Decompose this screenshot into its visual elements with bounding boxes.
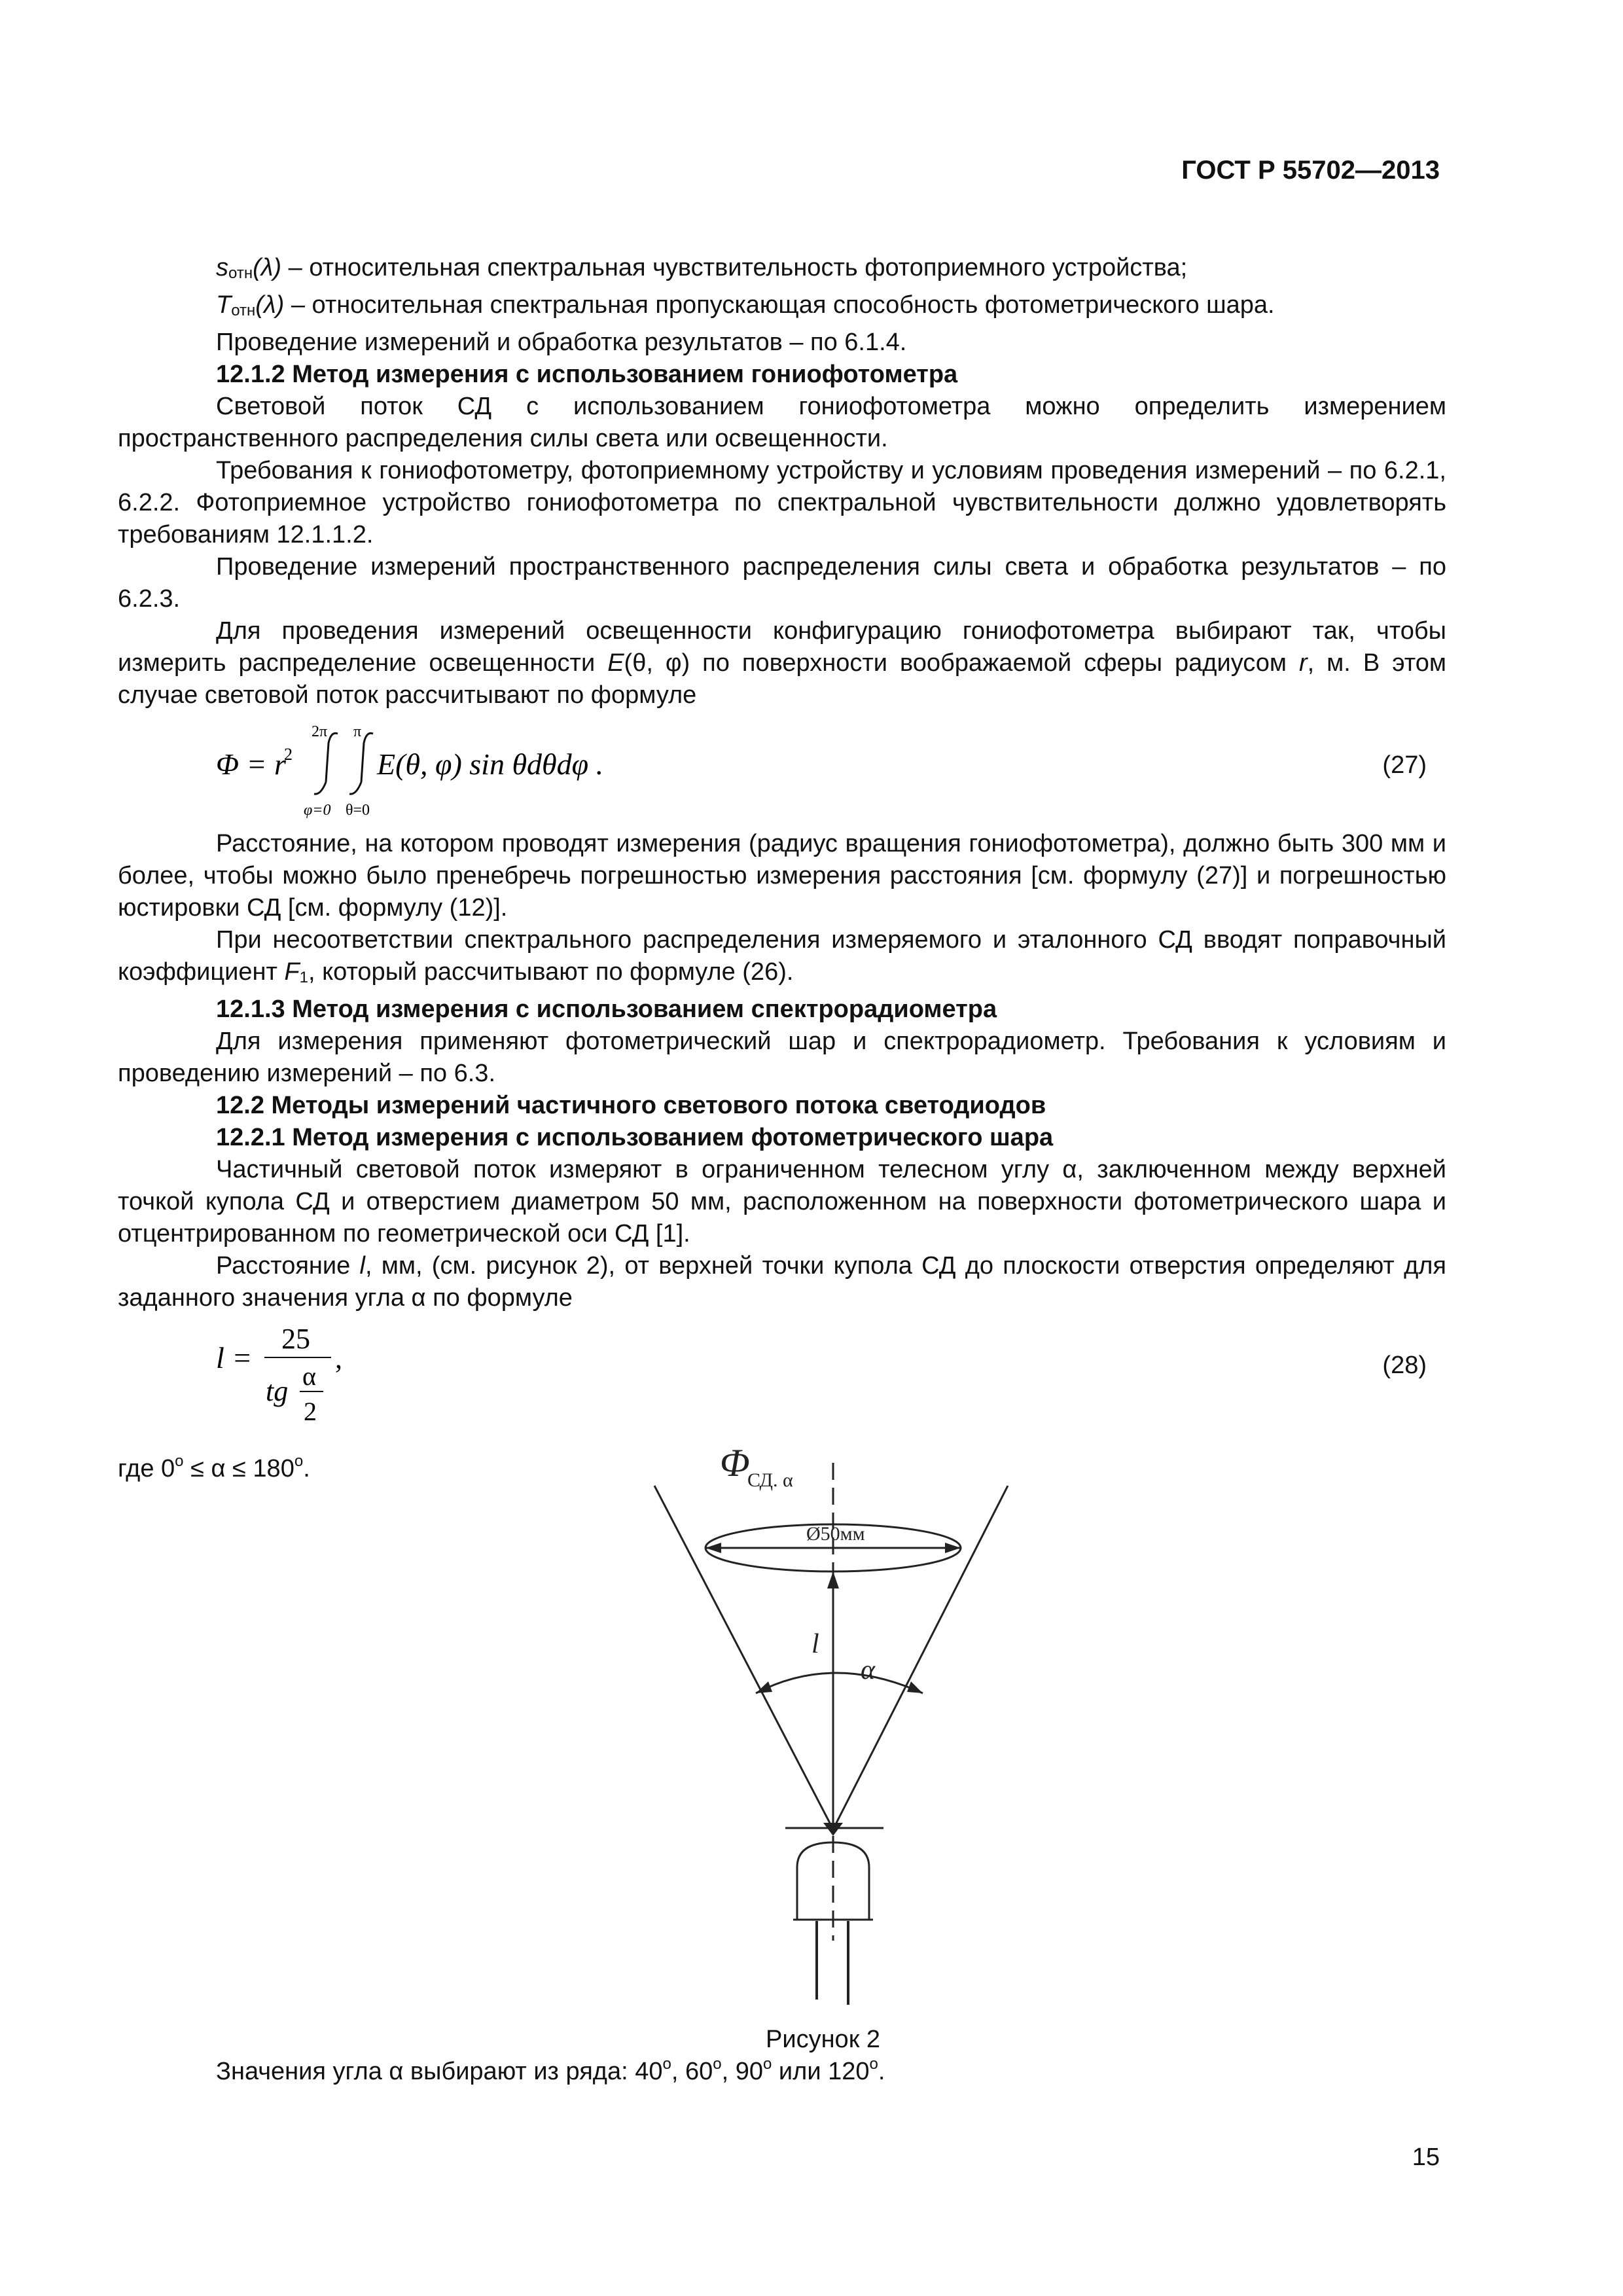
formula-28-lhs: l = [216,1341,253,1374]
angle-arrow-right [907,1681,923,1693]
distance-arrow-head [827,1571,839,1588]
formula-27-lower-1: φ=0 [304,802,331,819]
paragraph-6: Расстояние, на котором проводят измерения (радиус вращения гониофотометра), должно быть 300 мм и более, чтобы можно было пренебречь погрешностью измерения расстояния [см. формулу (27)] и погрешностью юстировки СД [см. формулу (12)]. [118,830,1446,922]
paragraph-5 [118,615,1446,711]
after-sup-4: o [869,2055,878,2073]
symbol-t-arg: (λ) [255,291,285,319]
symbol-s-sub: отн [228,264,253,282]
formula-27-svg [216,717,805,821]
p10-symbol-l: l [359,1252,365,1280]
where-sup-1: o [175,1452,184,1470]
figure-phi-subscript: СД. α [747,1469,793,1491]
definition-t-rel [118,289,1446,327]
definition-s-rel [118,252,1446,289]
led-body [797,1842,869,1920]
symbol-t-sub: отн [231,302,256,319]
section-heading-12-1-3: 12.1.3 Метод измерения с использованием спектрорадиометра [216,996,997,1023]
page-number: 15 [1412,2144,1440,2171]
p7-symbol-f-sub: 1 [299,969,308,986]
formula-27-number: (27) [1382,751,1427,779]
after-a: Значения угла α выбирают из ряда: 40 [216,2058,663,2085]
formula-28-svg [216,1317,609,1448]
p5-text-a: Для проведения измерений освещенности конфигурацию гониофотометра выбирают так, чтобы измерить распределение освещенности [118,617,1446,677]
p7-text-d: , который рассчитывают по формуле (26). [308,958,794,986]
paragraph-7 [118,924,1446,994]
paragraph-4: Проведение измерений пространственного распределения силы света и обработка результатов – по 6.2.3. [118,553,1446,613]
formula-27 [118,717,1446,821]
p10-text-a: Расстояние [216,1252,360,1280]
symbol-s: s [216,254,228,281]
p7-text-a: При несоответствии спектрального распределения измеряемого и эталонного СД вводят поправочный коэффициент [118,926,1446,986]
document-body [118,252,1446,1485]
paragraph-8: Для измерения применяют фотометрический шар и спектрорадиометр. Требования к условиям и проведению измерений – по 6.3. [118,1028,1446,1087]
after-sup-3: o [763,2055,772,2073]
figure-phi: Φ [720,1443,750,1484]
formula-27-integrand: E(θ, φ) sin θdθdφ . [377,747,604,781]
symbol-t: T [216,291,232,319]
paragraph-3: Требования к гониофотометру, фотоприемному устройству и условиям проведения измерений – по 6.2.1, 6.2.2. Фотоприемное устройство гониофотометра по спектральной чувствительности должно удовлетворять требованиям 12.1.1.2. [118,457,1446,548]
section-heading-12-2: 12.2 Методы измерений частичного светового потока светодиодов [216,1092,1046,1119]
definition-s-text: – относительная спектральная чувствительность фотоприемного устройства; [281,254,1188,281]
after-e: . [878,2058,885,2085]
p10-text-c: , мм, (см. рисунок 2), от верхней точки купола СД до плоскости отверстия определяют для заданного значения угла α по формуле [118,1252,1446,1312]
figure-2-diagram [628,1443,1047,2026]
p7-symbol-f: F [284,958,300,986]
formula-27-upper-2: π [353,723,362,740]
formula-28-numerator: 25 [281,1323,310,1355]
after-d: или 120 [772,2058,870,2085]
formula-28 [118,1317,1446,1448]
paragraph-10 [118,1250,1446,1314]
where-sup-2: o [294,1452,304,1470]
formula-28-comma: , [335,1342,342,1374]
after-sup-2: o [713,2055,722,2073]
where-a: где 0 [118,1455,175,1482]
formula-27-lhs: Φ = r [216,747,286,781]
formula-28-two: 2 [304,1397,317,1426]
distance-label: l [812,1629,819,1659]
paragraph-9: Частичный световой поток измеряют в ограниченном телесном углу α, заключенном между верхней точкой купола СД и отверстием диаметром 50 мм, расположенном на поверхности фотометрического шара и отцентрированном по геометрической оси СД [1]. [118,1156,1446,1247]
formula-28-number: (28) [1382,1352,1427,1379]
led-apex [823,1823,843,1836]
formula-27-lower-2: θ=0 [346,802,370,819]
formula-27-upper-1: 2π [312,723,328,740]
p5-symbol-e: E [607,649,624,677]
figure-2 [628,1443,1047,2026]
after-b: , 60 [671,2058,713,2085]
after-c: , 90 [721,2058,763,2085]
document-header: ГОСТ Р 55702—2013 [1181,156,1440,185]
integral-sign-2 [349,733,373,794]
p5-symbol-r: r [1298,649,1308,677]
where-e: . [303,1455,310,1482]
formula-27-exponent: 2 [284,745,293,764]
definition-t-text: – относительная спектральная пропускающая способность фотометрического шара. [284,291,1275,319]
p5-text-e: , м. В этом случае световой поток рассчитывают по формуле [118,649,1446,709]
symbol-s-arg: (λ) [253,254,282,281]
formula-28-tg: tg [266,1375,289,1407]
section-heading-12-2-1: 12.2.1 Метод измерения с использованием фотометрического шара [216,1124,1054,1151]
angle-label: α [861,1655,876,1685]
formula-28-alpha: α [302,1361,316,1391]
diameter-label: Ø50мм [806,1523,865,1545]
p5-text-c: (θ, φ) по поверхности воображаемой сферы радиусом [624,649,1299,677]
figure-caption: Рисунок 2 [766,2026,881,2053]
after-sup-1: o [662,2055,671,2073]
section-heading-12-1-2: 12.1.2 Метод измерения с использованием гониофотометра [216,361,958,388]
integral-sign-1 [314,733,338,794]
angle-values-sentence [216,2055,885,2086]
paragraph-2: Световой поток СД с использованием гониофотометра можно определить измерением пространственного распределения силы света или освещенности. [118,393,1446,452]
paragraph-1: Проведение измерений и обработка результатов – по 6.1.4. [216,329,907,356]
where-c: ≤ α ≤ 180 [183,1455,294,1482]
angle-arc [756,1673,923,1693]
